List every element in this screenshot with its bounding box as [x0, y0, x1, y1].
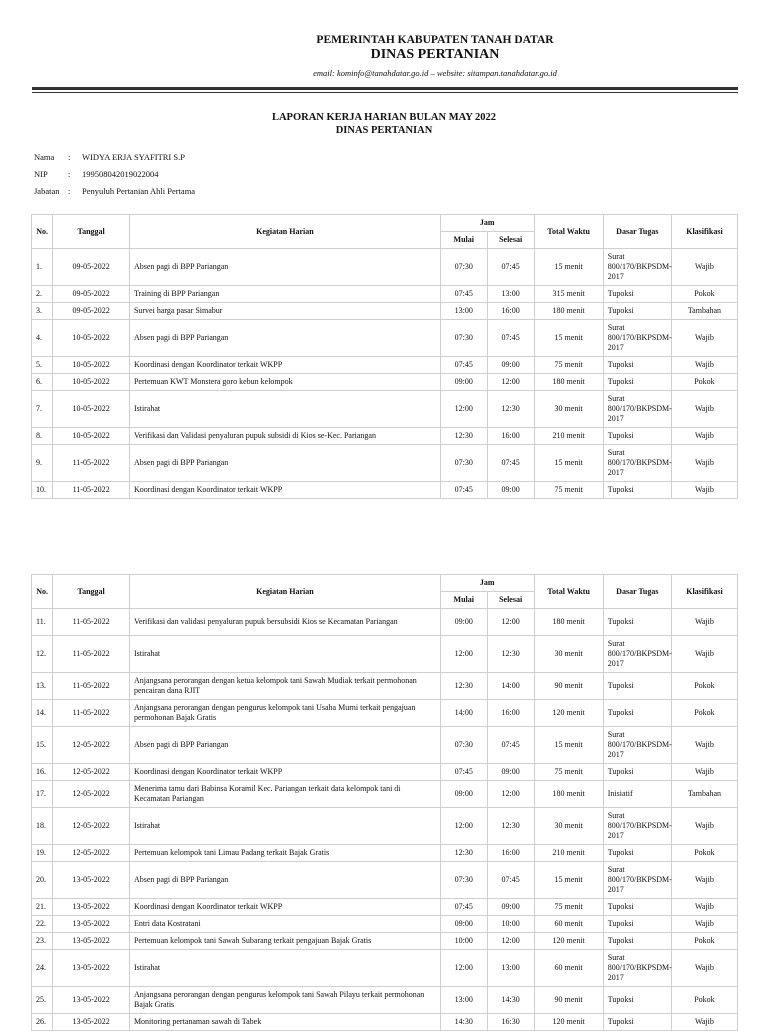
cell-start: 07:30: [440, 249, 487, 286]
cell-start: 12:30: [440, 673, 487, 700]
table-row: [32, 916, 738, 933]
cell-duration: 75 menit: [534, 899, 603, 916]
cell-no: 14.: [32, 700, 53, 727]
cell-classification: Wajib: [671, 1014, 737, 1031]
cell-activity: Absen pagi di BPP Pariangan: [129, 320, 440, 357]
cell-date: 11-05-2022: [53, 700, 130, 727]
department-name: DINAS PERTANIAN: [370, 47, 500, 62]
cell-activity: Verifikasi dan Validasi penyaluran pupuk subsidi di Kios se-Kec. Pariangan: [129, 428, 440, 445]
cell-classification: Wajib: [671, 391, 737, 428]
cell-classification: Tambahan: [671, 781, 737, 808]
government-name: PEMERINTAH KABUPATEN TANAH DATAR: [316, 34, 554, 46]
cell-classification: Wajib: [671, 609, 737, 636]
cell-no: 3.: [32, 303, 53, 320]
cell-end: 16:00: [487, 428, 534, 445]
cell-basis: Tupoksi: [603, 482, 671, 499]
cell-end: 07:45: [487, 727, 534, 764]
cell-activity: Koordinasi dengan Koordinator terkait WKPP: [129, 899, 440, 916]
identity-row-name: [34, 152, 195, 169]
cell-activity: Absen pagi di BPP Pariangan: [129, 249, 440, 286]
cell-classification: Wajib: [671, 916, 737, 933]
table-row: [32, 374, 738, 391]
cell-classification: Wajib: [671, 428, 737, 445]
cell-date: 12-05-2022: [53, 808, 130, 845]
cell-duration: 15 menit: [534, 727, 603, 764]
cell-duration: 75 menit: [534, 764, 603, 781]
cell-classification: Pokok: [671, 286, 737, 303]
header-no: No.: [32, 575, 53, 609]
table-row: [32, 428, 738, 445]
cell-start: 12:00: [440, 950, 487, 987]
cell-duration: 30 menit: [534, 636, 603, 673]
cell-end: 16:00: [487, 700, 534, 727]
cell-no: 1.: [32, 249, 53, 286]
cell-duration: 180 menit: [534, 303, 603, 320]
cell-no: 22.: [32, 916, 53, 933]
cell-activity: Istirahat: [129, 391, 440, 428]
cell-end: 13:00: [487, 950, 534, 987]
cell-classification: Pokok: [671, 933, 737, 950]
nip-label: NIP: [34, 169, 48, 179]
cell-basis: Tupoksi: [603, 933, 671, 950]
header-time-group: Jam: [440, 575, 534, 592]
header-activity: Kegiatan Harian: [129, 575, 440, 609]
cell-start: 10:00: [440, 933, 487, 950]
report-title: [0, 111, 768, 137]
cell-classification: Wajib: [671, 320, 737, 357]
cell-end: 14:00: [487, 673, 534, 700]
header-time-group: Jam: [440, 215, 534, 232]
cell-date: 12-05-2022: [53, 764, 130, 781]
cell-no: 25.: [32, 987, 53, 1014]
cell-end: 12:00: [487, 781, 534, 808]
cell-start: 09:00: [440, 374, 487, 391]
cell-date: 10-05-2022: [53, 357, 130, 374]
cell-date: 13-05-2022: [53, 933, 130, 950]
cell-duration: 120 menit: [534, 933, 603, 950]
cell-activity: Pertemuan kelompok tani Sawah Subarang terkait pengajuan Bajak Gratis: [129, 933, 440, 950]
cell-start: 13:00: [440, 987, 487, 1014]
cell-start: 12:00: [440, 808, 487, 845]
cell-date: 13-05-2022: [53, 916, 130, 933]
cell-basis: Inisiatif: [603, 781, 671, 808]
table-row: [32, 933, 738, 950]
table-row: [32, 781, 738, 808]
cell-basis: Surat 800/170/BKPSDM-2017: [603, 636, 671, 673]
cell-no: 10.: [32, 482, 53, 499]
cell-start: 07:30: [440, 727, 487, 764]
header-divider-thick: [32, 87, 738, 90]
cell-date: 13-05-2022: [53, 1014, 130, 1031]
cell-duration: 75 menit: [534, 357, 603, 374]
cell-date: 10-05-2022: [53, 391, 130, 428]
header-duration: Total Waktu: [534, 215, 603, 249]
cell-date: 10-05-2022: [53, 320, 130, 357]
table-row: [32, 673, 738, 700]
cell-end: 13:00: [487, 286, 534, 303]
position-value: Penyuluh Pertanian Ahli Pertama: [82, 186, 196, 196]
cell-start: 09:00: [440, 916, 487, 933]
cell-basis: Surat 800/170/BKPSDM-2017: [603, 249, 671, 286]
table-row: [32, 1014, 738, 1031]
cell-duration: 30 menit: [534, 391, 603, 428]
cell-date: 11-05-2022: [53, 609, 130, 636]
cell-no: 11.: [32, 609, 53, 636]
cell-activity: Anjangsana perorangan dengan ketua kelompok tani Sawah Mudiak terkait permohonan pencairan dana RJIT: [129, 673, 440, 700]
cell-classification: Wajib: [671, 482, 737, 499]
cell-date: 09-05-2022: [53, 303, 130, 320]
table-header-row: [32, 215, 738, 232]
table-row: [32, 482, 738, 499]
cell-classification: Pokok: [671, 987, 737, 1014]
cell-activity: Koordinasi dengan Koordinator terkait WKPP: [129, 482, 440, 499]
cell-no: 15.: [32, 727, 53, 764]
cell-no: 8.: [32, 428, 53, 445]
cell-start: 07:45: [440, 899, 487, 916]
cell-date: 13-05-2022: [53, 899, 130, 916]
cell-end: 07:45: [487, 320, 534, 357]
cell-end: 14:30: [487, 987, 534, 1014]
cell-no: 21.: [32, 899, 53, 916]
table-row: [32, 950, 738, 987]
header-no: No.: [32, 215, 53, 249]
header-duration: Total Waktu: [534, 575, 603, 609]
cell-duration: 180 menit: [534, 781, 603, 808]
cell-start: 07:45: [440, 357, 487, 374]
cell-basis: Surat 800/170/BKPSDM-2017: [603, 727, 671, 764]
cell-end: 09:00: [487, 764, 534, 781]
cell-basis: Tupoksi: [603, 1014, 671, 1031]
cell-duration: 210 menit: [534, 428, 603, 445]
name-value: WIDYA ERJA SYAFITRI S.P: [82, 152, 185, 162]
cell-date: 11-05-2022: [53, 636, 130, 673]
cell-basis: Tupoksi: [603, 374, 671, 391]
cell-end: 12:00: [487, 933, 534, 950]
cell-basis: Surat 800/170/BKPSDM-2017: [603, 862, 671, 899]
cell-activity: Absen pagi di BPP Pariangan: [129, 862, 440, 899]
cell-end: 09:00: [487, 482, 534, 499]
table-row: [32, 391, 738, 428]
cell-duration: 75 menit: [534, 482, 603, 499]
cell-activity: Pertemuan KWT Monstera goro kebun kelompok: [129, 374, 440, 391]
cell-start: 07:45: [440, 764, 487, 781]
cell-classification: Wajib: [671, 862, 737, 899]
cell-activity: Menerima tamu dari Babinsa Koramil Kec. Pariangan terkait data kelompok tani di Kecamatan Pariangan: [129, 781, 440, 808]
identity-row-nip: [34, 169, 195, 186]
cell-end: 07:45: [487, 445, 534, 482]
report-title-line2: DINAS PERTANIAN: [335, 125, 433, 136]
cell-basis: Tupoksi: [603, 428, 671, 445]
table-row: [32, 357, 738, 374]
cell-start: 07:45: [440, 286, 487, 303]
cell-classification: Wajib: [671, 764, 737, 781]
cell-activity: Monitoring pertanaman sawah di Tabek: [129, 1014, 440, 1031]
cell-duration: 90 menit: [534, 673, 603, 700]
cell-classification: Pokok: [671, 673, 737, 700]
cell-start: 14:30: [440, 1014, 487, 1031]
cell-no: 5.: [32, 357, 53, 374]
cell-no: 9.: [32, 445, 53, 482]
header-activity: Kegiatan Harian: [129, 215, 440, 249]
cell-start: 07:30: [440, 320, 487, 357]
cell-start: 14:00: [440, 700, 487, 727]
cell-start: 13:00: [440, 303, 487, 320]
cell-classification: Tambahan: [671, 303, 737, 320]
table-row: [32, 899, 738, 916]
cell-end: 16:30: [487, 1014, 534, 1031]
cell-start: 07:30: [440, 862, 487, 899]
cell-no: 23.: [32, 933, 53, 950]
cell-end: 12:30: [487, 391, 534, 428]
cell-duration: 120 menit: [534, 1014, 603, 1031]
cell-end: 07:45: [487, 249, 534, 286]
cell-end: 07:45: [487, 862, 534, 899]
cell-no: 16.: [32, 764, 53, 781]
cell-classification: Wajib: [671, 808, 737, 845]
cell-start: 12:00: [440, 391, 487, 428]
cell-date: 12-05-2022: [53, 727, 130, 764]
cell-basis: Surat 800/170/BKPSDM-2017: [603, 445, 671, 482]
cell-basis: Tupoksi: [603, 303, 671, 320]
cell-no: 7.: [32, 391, 53, 428]
table-row: [32, 862, 738, 899]
cell-start: 12:30: [440, 428, 487, 445]
table-row: [32, 286, 738, 303]
header-divider-thin: [32, 92, 738, 93]
cell-no: 2.: [32, 286, 53, 303]
table-row: [32, 727, 738, 764]
activity-table-page-2: [31, 574, 738, 1031]
table-row: [32, 303, 738, 320]
position-label: Jabatan: [34, 186, 60, 196]
cell-date: 12-05-2022: [53, 845, 130, 862]
table-row: [32, 320, 738, 357]
header-basis: Dasar Tugas: [603, 575, 671, 609]
nip-separator: :: [68, 169, 71, 179]
name-separator: :: [68, 152, 71, 162]
cell-no: 4.: [32, 320, 53, 357]
table-header-row: [32, 575, 738, 592]
cell-activity: Koordinasi dengan Koordinator terkait WKPP: [129, 764, 440, 781]
cell-date: 13-05-2022: [53, 987, 130, 1014]
cell-duration: 15 menit: [534, 320, 603, 357]
cell-basis: Surat 800/170/BKPSDM-2017: [603, 320, 671, 357]
cell-classification: Wajib: [671, 950, 737, 987]
cell-basis: Surat 800/170/BKPSDM-2017: [603, 950, 671, 987]
cell-end: 10:00: [487, 916, 534, 933]
cell-end: 12:30: [487, 636, 534, 673]
name-label: Nama: [34, 152, 55, 162]
header-classification: Klasifikasi: [671, 575, 737, 609]
cell-duration: 30 menit: [534, 808, 603, 845]
cell-basis: Tupoksi: [603, 357, 671, 374]
cell-basis: Tupoksi: [603, 845, 671, 862]
header-classification: Klasifikasi: [671, 215, 737, 249]
cell-classification: Wajib: [671, 636, 737, 673]
cell-basis: Tupoksi: [603, 764, 671, 781]
table-row: [32, 445, 738, 482]
cell-end: 16:00: [487, 303, 534, 320]
cell-activity: Entri data Kostratani: [129, 916, 440, 933]
table-row: [32, 987, 738, 1014]
cell-start: 07:45: [440, 482, 487, 499]
cell-start: 09:00: [440, 781, 487, 808]
cell-duration: 15 menit: [534, 445, 603, 482]
cell-basis: Tupoksi: [603, 286, 671, 303]
table-row: [32, 764, 738, 781]
cell-no: 26.: [32, 1014, 53, 1031]
cell-date: 09-05-2022: [53, 249, 130, 286]
cell-start: 12:30: [440, 845, 487, 862]
table-row: [32, 700, 738, 727]
cell-date: 11-05-2022: [53, 673, 130, 700]
cell-basis: Tupoksi: [603, 673, 671, 700]
header-end: Selesai: [487, 232, 534, 249]
cell-date: 10-05-2022: [53, 374, 130, 391]
cell-end: 09:00: [487, 357, 534, 374]
cell-basis: Tupoksi: [603, 987, 671, 1014]
cell-basis: Surat 800/170/BKPSDM-2017: [603, 391, 671, 428]
report-title-line1: LAPORAN KERJA HARIAN BULAN MAY 2022: [271, 112, 497, 123]
cell-classification: Wajib: [671, 357, 737, 374]
table-row: [32, 808, 738, 845]
cell-date: 12-05-2022: [53, 781, 130, 808]
cell-end: 16:00: [487, 845, 534, 862]
header-start: Mulai: [440, 592, 487, 609]
cell-date: 09-05-2022: [53, 286, 130, 303]
contact-line: email: kominfo@tanahdatar.go.id – website: sitampan.tanahdatar.go.id: [313, 68, 557, 78]
cell-date: 13-05-2022: [53, 862, 130, 899]
table-row: [32, 845, 738, 862]
header-basis: Dasar Tugas: [603, 215, 671, 249]
cell-duration: 210 menit: [534, 845, 603, 862]
position-separator: :: [68, 186, 71, 196]
cell-basis: Tupoksi: [603, 899, 671, 916]
header-start: Mulai: [440, 232, 487, 249]
cell-start: 09:00: [440, 609, 487, 636]
employee-identity: [34, 152, 195, 203]
cell-duration: 180 menit: [534, 609, 603, 636]
table-row: [32, 636, 738, 673]
cell-end: 12:00: [487, 374, 534, 391]
cell-date: 11-05-2022: [53, 482, 130, 499]
cell-start: 07:30: [440, 445, 487, 482]
table-row: [32, 249, 738, 286]
cell-no: 17.: [32, 781, 53, 808]
cell-end: 09:00: [487, 899, 534, 916]
cell-no: 24.: [32, 950, 53, 987]
cell-classification: Wajib: [671, 445, 737, 482]
cell-activity: Istirahat: [129, 808, 440, 845]
cell-duration: 60 menit: [534, 950, 603, 987]
cell-basis: Tupoksi: [603, 916, 671, 933]
cell-date: 10-05-2022: [53, 428, 130, 445]
cell-no: 13.: [32, 673, 53, 700]
cell-classification: Wajib: [671, 727, 737, 764]
cell-classification: Pokok: [671, 374, 737, 391]
cell-basis: Surat 800/170/BKPSDM-2017: [603, 808, 671, 845]
cell-basis: Tupoksi: [603, 609, 671, 636]
cell-no: 18.: [32, 808, 53, 845]
activity-table-page-1: [31, 214, 738, 499]
cell-date: 11-05-2022: [53, 445, 130, 482]
cell-start: 12:00: [440, 636, 487, 673]
header-date: Tanggal: [53, 215, 130, 249]
cell-activity: Istirahat: [129, 636, 440, 673]
cell-classification: Pokok: [671, 700, 737, 727]
cell-duration: 120 menit: [534, 700, 603, 727]
cell-activity: Survei harga pasar Simabur: [129, 303, 440, 320]
identity-row-position: [34, 186, 195, 203]
header-end: Selesai: [487, 592, 534, 609]
cell-duration: 60 menit: [534, 916, 603, 933]
cell-activity: Absen pagi di BPP Pariangan: [129, 445, 440, 482]
cell-basis: Tupoksi: [603, 700, 671, 727]
cell-activity: Training di BPP Pariangan: [129, 286, 440, 303]
cell-no: 6.: [32, 374, 53, 391]
cell-no: 12.: [32, 636, 53, 673]
cell-classification: Wajib: [671, 249, 737, 286]
cell-duration: 315 menit: [534, 286, 603, 303]
cell-duration: 15 menit: [534, 862, 603, 899]
nip-value: 199508042019022004: [82, 169, 159, 179]
cell-activity: Istirahat: [129, 950, 440, 987]
table-row: [32, 609, 738, 636]
cell-classification: Wajib: [671, 899, 737, 916]
cell-duration: 90 menit: [534, 987, 603, 1014]
cell-duration: 15 menit: [534, 249, 603, 286]
cell-activity: Verifikasi dan validasi penyaluran pupuk bersubsidi Kios se Kecamatan Pariangan: [129, 609, 440, 636]
cell-activity: Anjangsana perorangan dengan pengurus kelompok tani Sawah Pilayu terkait permohonan Bajak Gratis: [129, 987, 440, 1014]
cell-no: 19.: [32, 845, 53, 862]
cell-activity: Absen pagi di BPP Pariangan: [129, 727, 440, 764]
cell-no: 20.: [32, 862, 53, 899]
cell-classification: Pokok: [671, 845, 737, 862]
cell-activity: Anjangsana perorangan dengan pengurus kelompok tani Usaha Murni terkait pengajuan permohonan Bajak Gratis: [129, 700, 440, 727]
header-date: Tanggal: [53, 575, 130, 609]
cell-activity: Pertemuan kelompok tani Limau Padang terkait Bajak Gratis: [129, 845, 440, 862]
cell-activity: Koordinasi dengan Koordinator terkait WKPP: [129, 357, 440, 374]
cell-date: 13-05-2022: [53, 950, 130, 987]
cell-end: 12:00: [487, 609, 534, 636]
cell-duration: 180 menit: [534, 374, 603, 391]
cell-end: 12:30: [487, 808, 534, 845]
